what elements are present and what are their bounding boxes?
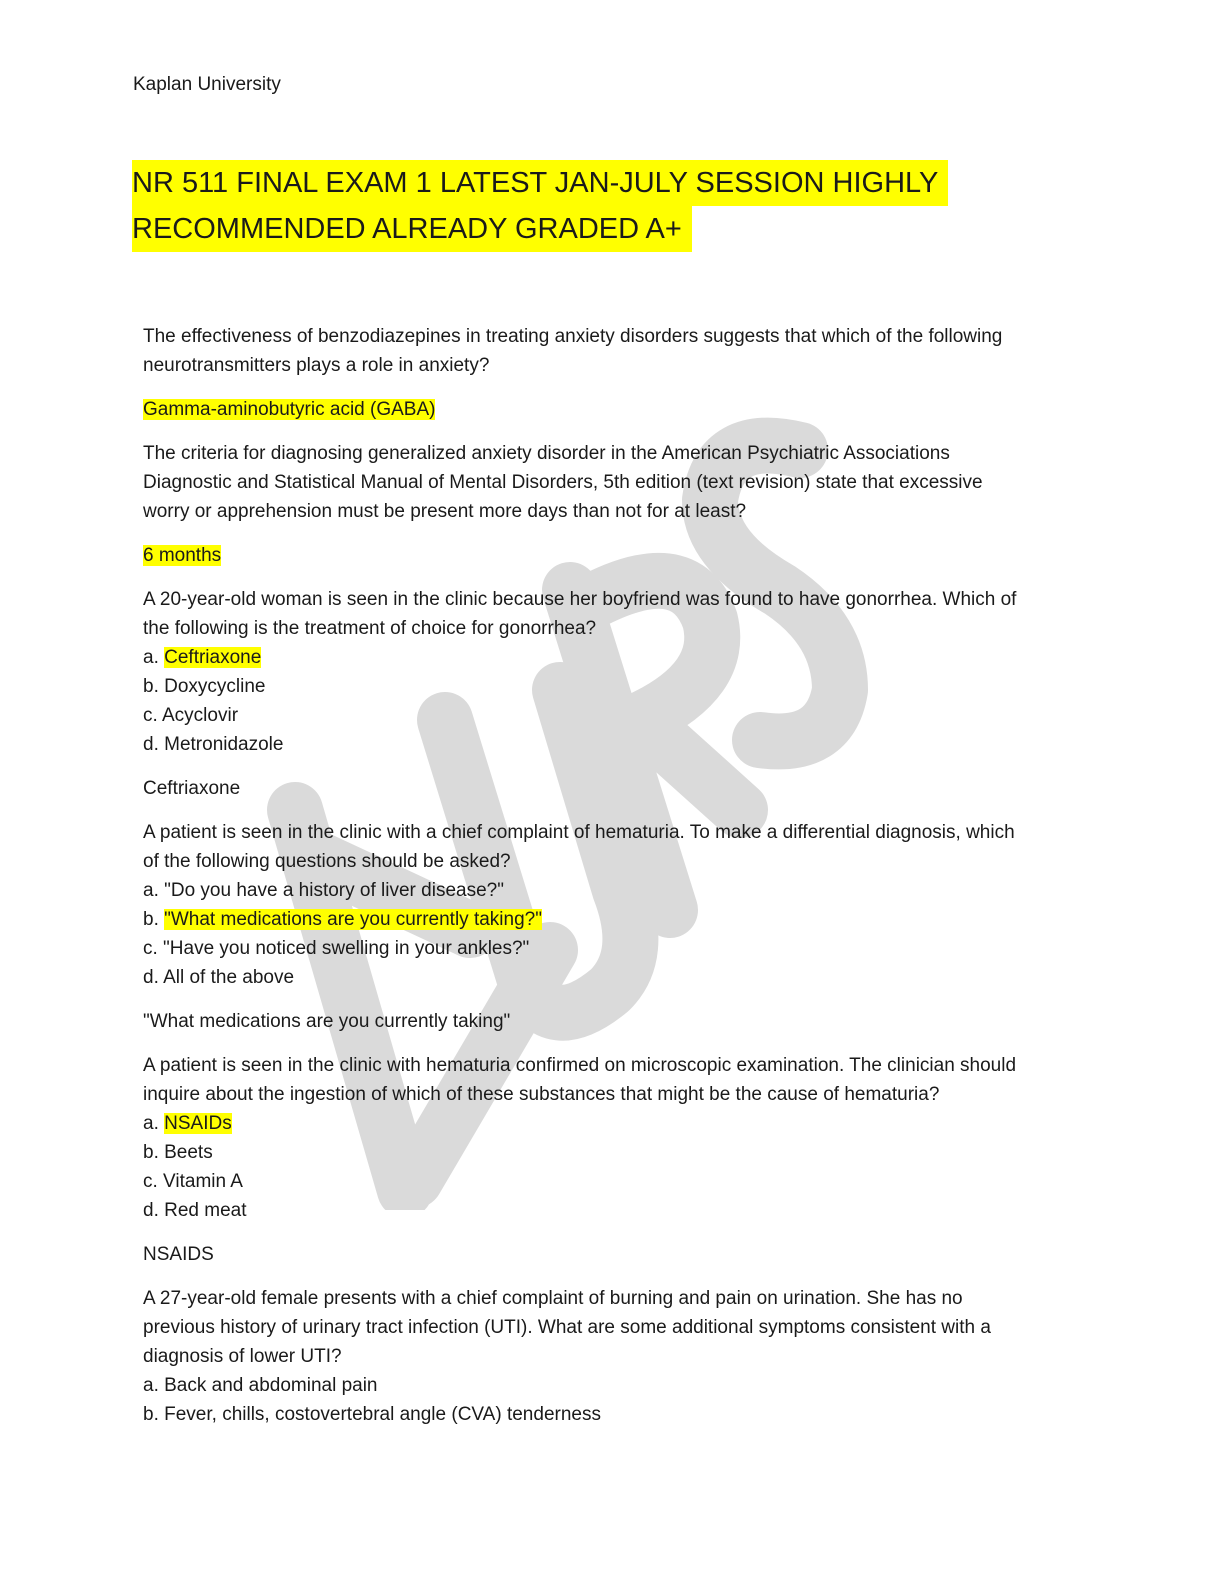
option-b — [143, 905, 1093, 934]
question-text-line: The effectiveness of benzodiazepines in treating anxiety disorders suggests that which of the following — [143, 326, 1003, 347]
option-c: c. Vitamin A — [143, 1171, 243, 1192]
question-text-line: the following is the treatment of choice for gonorrhea? — [143, 618, 597, 639]
question-1 — [143, 322, 1093, 380]
option-d: d. Metronidazole — [143, 734, 284, 755]
option-d: d. Red meat — [143, 1200, 247, 1221]
question-4 — [143, 818, 1093, 992]
title-line-1: NR 511 FINAL EXAM 1 LATEST JAN-JULY SESSION HIGHLY — [132, 160, 948, 206]
highlighted-option: Ceftriaxone — [164, 647, 262, 668]
option-a: a. "Do you have a history of liver disease?" — [143, 880, 504, 901]
question-6 — [143, 1284, 1093, 1429]
question-text-line: worry or apprehension must be present more days than not for at least? — [143, 501, 747, 522]
question-text-line: A patient is seen in the clinic with a chief complaint of hematuria. To make a differential diagnosis, which — [143, 822, 1015, 843]
answer-5: NSAIDS — [143, 1244, 214, 1265]
question-text-line: The criteria for diagnosing generalized anxiety disorder in the American Psychiatric Associations — [143, 443, 950, 464]
answer-1 — [143, 395, 1093, 424]
question-text-line: previous history of urinary tract infection (UTI). What are some additional symptoms consistent with a — [143, 1317, 991, 1338]
question-text-line: Diagnostic and Statistical Manual of Mental Disorders, 5th edition (text revision) state that excessive — [143, 472, 983, 493]
question-text-line: A 20-year-old woman is seen in the clinic because her boyfriend was found to have gonorrhea. Which of — [143, 589, 1017, 610]
question-text-line: diagnosis of lower UTI? — [143, 1346, 342, 1367]
highlighted-option: NSAIDs — [164, 1113, 232, 1134]
option-c: c. Acyclovir — [143, 705, 239, 726]
title-line-2: RECOMMENDED ALREADY GRADED A+ — [132, 206, 692, 252]
option-d: d. All of the above — [143, 967, 295, 988]
question-3 — [143, 585, 1093, 759]
highlighted-answer: 6 months — [143, 545, 222, 566]
page-header: Kaplan University — [133, 74, 281, 95]
answer-2 — [143, 541, 1093, 570]
answer-4: "What medications are you currently taking" — [143, 1011, 511, 1032]
option-c: c. "Have you noticed swelling in your ankles?" — [143, 938, 530, 959]
question-text-line: of the following questions should be asked? — [143, 851, 511, 872]
highlighted-answer: Gamma-aminobutyric acid (GABA) — [143, 399, 436, 420]
option-b: b. Beets — [143, 1142, 213, 1163]
question-2 — [143, 439, 1093, 526]
question-text-line: inquire about the ingestion of which of these substances that might be the cause of hematuria? — [143, 1084, 940, 1105]
option-a — [143, 1109, 1093, 1138]
option-prefix: a. — [143, 647, 165, 668]
option-prefix: b. — [143, 909, 165, 930]
option-b: b. Doxycycline — [143, 676, 266, 697]
document-title — [132, 160, 948, 252]
question-text-line: A 27-year-old female presents with a chief complaint of burning and pain on urination. She has no — [143, 1288, 963, 1309]
exam-content — [143, 322, 1093, 1444]
question-text-line: A patient is seen in the clinic with hematuria confirmed on microscopic examination. The clinician should — [143, 1055, 1017, 1076]
option-b: b. Fever, chills, costovertebral angle (CVA) tenderness — [143, 1404, 601, 1425]
question-text-line: neurotransmitters plays a role in anxiety? — [143, 355, 490, 376]
answer-3: Ceftriaxone — [143, 778, 241, 799]
highlighted-option: "What medications are you currently taking?" — [164, 909, 542, 930]
option-prefix: a. — [143, 1113, 165, 1134]
option-a: a. Back and abdominal pain — [143, 1375, 378, 1396]
question-5 — [143, 1051, 1093, 1225]
option-a — [143, 643, 1093, 672]
